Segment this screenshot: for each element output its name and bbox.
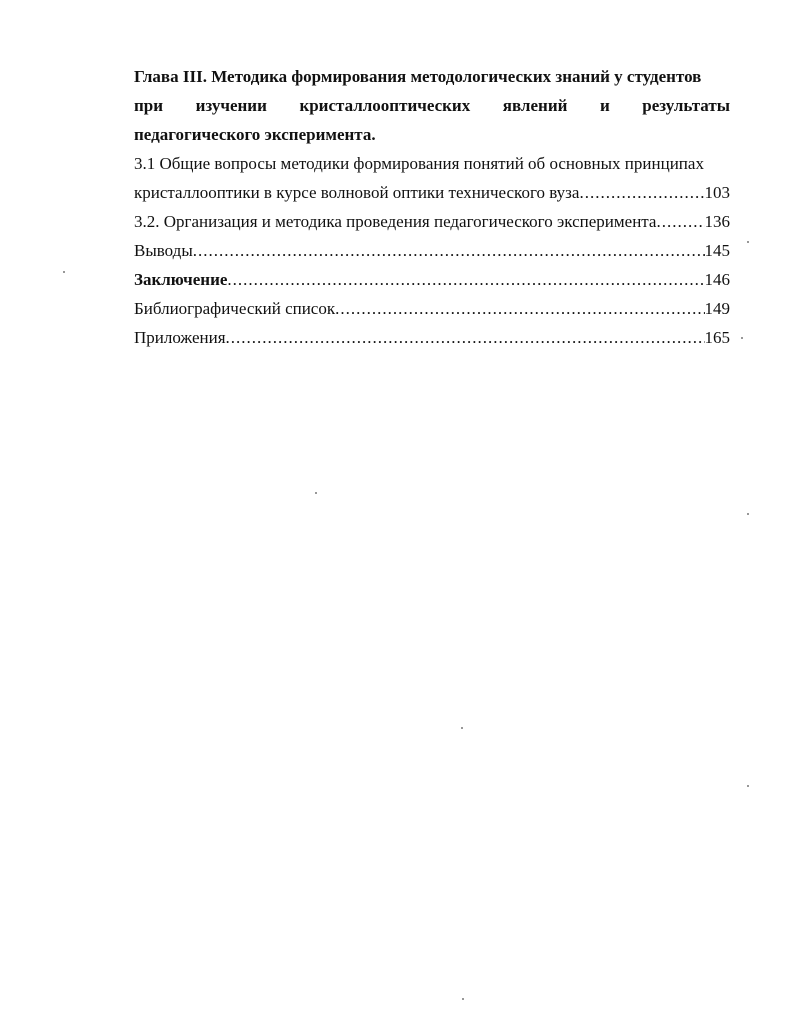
heading-word: и bbox=[599, 96, 610, 115]
toc-entry-first-line bbox=[134, 149, 730, 178]
toc-entry-conclusions bbox=[134, 236, 730, 265]
scan-speck bbox=[461, 727, 463, 729]
toc-entry-title: кристаллооптики в курсе волновой оптики технического вуза bbox=[134, 183, 580, 202]
toc-entry-row bbox=[134, 207, 730, 236]
dot-leader bbox=[226, 323, 705, 352]
toc-entry-title: Библиографический список bbox=[134, 299, 336, 318]
toc-entry-appendices bbox=[134, 323, 730, 352]
scan-speck bbox=[462, 998, 464, 1000]
toc-entry-title: 3.2. Организация и методика проведения педагогического эксперимента bbox=[134, 212, 657, 231]
toc-entry-row bbox=[134, 323, 730, 352]
chapter-heading-line-3: педагогического эксперимента. bbox=[134, 125, 376, 144]
toc-entry-title: Выводы bbox=[134, 241, 193, 260]
toc-entry-page: 136 bbox=[704, 212, 730, 231]
toc-entry-bibliography bbox=[134, 294, 730, 323]
chapter-heading-line-2 bbox=[134, 91, 730, 120]
toc-entry-row bbox=[134, 294, 730, 323]
heading-word: при bbox=[134, 96, 164, 115]
scan-speck bbox=[747, 241, 749, 243]
chapter-heading bbox=[134, 62, 730, 149]
toc-entry-3-2 bbox=[134, 207, 730, 236]
toc-entry-page: 149 bbox=[704, 299, 730, 318]
scan-speck bbox=[747, 513, 749, 515]
toc-entry-row bbox=[134, 178, 730, 207]
scan-speck bbox=[741, 337, 743, 339]
scan-speck bbox=[747, 785, 749, 787]
toc-entry-3-1 bbox=[134, 149, 730, 207]
toc-entry-row bbox=[134, 236, 730, 265]
heading-word: явлений bbox=[502, 96, 568, 115]
scan-speck bbox=[63, 271, 65, 273]
toc-entry-page: 146 bbox=[704, 270, 730, 289]
toc-entry-title-line-1: 3.1 Общие вопросы методики формирования понятий об основных принципах bbox=[134, 154, 704, 173]
toc-entry-title: Заключение bbox=[134, 270, 228, 289]
dot-leader bbox=[656, 207, 704, 236]
toc-entry-summary bbox=[134, 265, 730, 294]
chapter-heading-line-1: Глава III. Методика формирования методологических знаний у студентов bbox=[134, 67, 702, 86]
dot-leader bbox=[335, 294, 704, 323]
toc-entry-page: 165 bbox=[704, 328, 730, 347]
toc-entry-page: 145 bbox=[704, 241, 730, 260]
heading-word: результаты bbox=[642, 96, 730, 115]
toc-entry-row bbox=[134, 265, 730, 294]
dot-leader bbox=[579, 178, 704, 207]
scan-speck bbox=[315, 492, 317, 494]
heading-word: изучении bbox=[195, 96, 267, 115]
dot-leader bbox=[227, 265, 704, 294]
table-of-contents bbox=[134, 62, 730, 352]
toc-entry-page: 103 bbox=[704, 183, 730, 202]
dot-leader bbox=[193, 236, 705, 265]
toc-entry-title: Приложения bbox=[134, 328, 226, 347]
heading-word: кристаллооптических bbox=[299, 96, 471, 115]
